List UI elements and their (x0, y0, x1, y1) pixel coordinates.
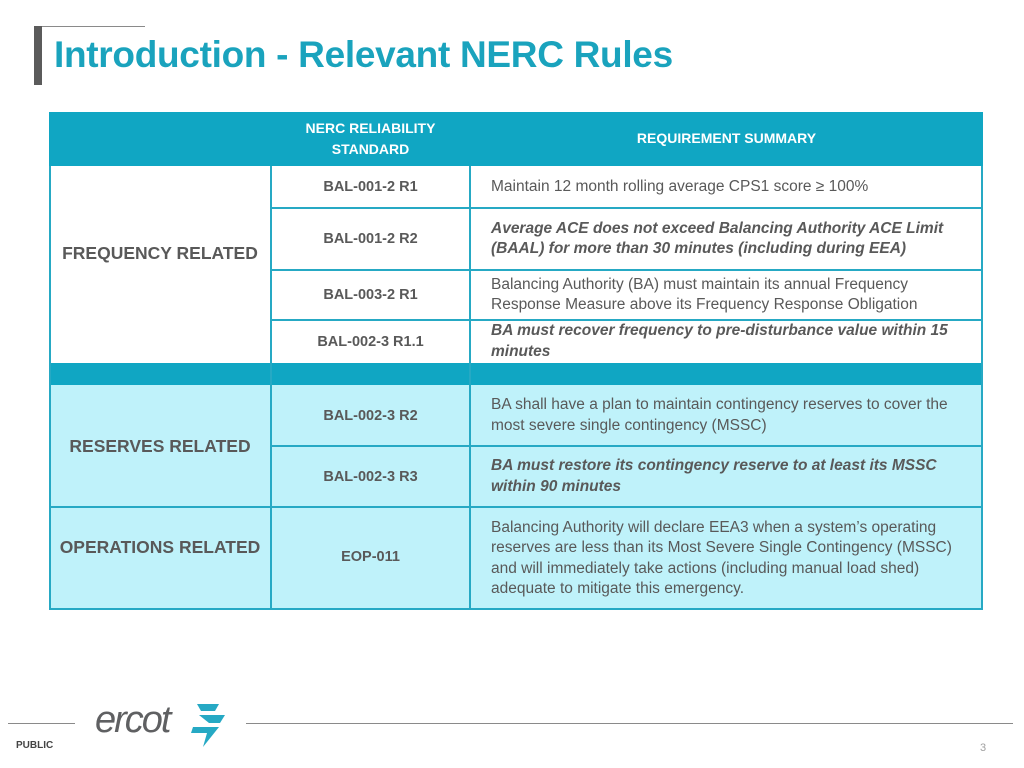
header-summary-label: REQUIREMENT SUMMARY (636, 130, 817, 146)
standard-id: BAL-001-2 R1 (323, 179, 418, 195)
requirement-summary-text: BA must restore its contingency reserve to at least its MSSC within 90 minutes (491, 457, 937, 495)
standard-cell (271, 446, 470, 507)
requirement-summary-cell (470, 208, 983, 270)
table-border-bottom (49, 608, 983, 610)
requirement-summary-text: BA must recover frequency to pre-disturbance value within 15 minutes (491, 322, 948, 360)
requirement-summary-cell (470, 270, 983, 320)
requirement-summary-cell (470, 507, 983, 610)
ercot-logo-mark-icon (189, 701, 229, 749)
page-title: Introduction - Relevant NERC Rules (54, 34, 673, 75)
ercot-logo-text: ercot (95, 699, 170, 741)
category-cell (49, 507, 271, 610)
standard-cell (271, 507, 470, 610)
title-accent-line (34, 26, 145, 27)
table-border-left (49, 166, 51, 610)
standard-id: EOP-011 (341, 549, 400, 565)
category-cell (49, 385, 271, 507)
category-label: FREQUENCY RELATED (62, 243, 258, 263)
requirement-summary-text: Average ACE does not exceed Balancing Authority ACE Limit (BAAL) for more than 30 minutes (including during EEA) (491, 219, 944, 257)
requirement-summary-text: Balancing Authority (BA) must maintain its annual Frequency Response Measure above its Frequency Response Obligation (491, 275, 918, 313)
category-label: RESERVES RELATED (69, 436, 251, 456)
standard-id: BAL-002-3 R2 (323, 407, 418, 424)
standard-cell (271, 208, 470, 270)
requirement-summary-text: BA shall have a plan to maintain contingency reserves to cover the most severe single contingency (MSSC) (491, 396, 948, 434)
column-divider (270, 166, 272, 610)
standard-id: BAL-003-2 R1 (323, 287, 418, 303)
table-border-right (981, 166, 983, 610)
standard-id: BAL-001-2 R2 (323, 231, 418, 247)
title-accent-bar (34, 26, 42, 85)
row-divider-full (49, 506, 983, 508)
row-divider (271, 269, 983, 271)
requirement-summary-text: Balancing Authority will declare EEA3 when a system’s operating reserves are less than its Most Severe Single Contingency (MSSC) and will immediately take actions (including manual load shed) adequate to mitigate this emergency. (491, 518, 952, 597)
header-standard-cell (271, 112, 470, 166)
header-category-cell (49, 112, 271, 166)
standard-id: BAL-002-3 R1.1 (317, 333, 424, 350)
row-divider (271, 445, 983, 447)
requirement-summary-cell (470, 166, 983, 208)
category-cell (49, 166, 271, 363)
page-number: 3 (980, 742, 987, 754)
row-divider (271, 319, 983, 321)
section-separator-band (49, 363, 983, 385)
column-divider (469, 166, 471, 610)
standard-cell (271, 385, 470, 446)
footer-classification: PUBLIC (16, 740, 54, 751)
header-standard-label: NERC RELIABILITY STANDARD (305, 120, 436, 157)
row-divider (271, 207, 983, 209)
standard-id: BAL-002-3 R3 (323, 468, 418, 485)
footer-divider-right (246, 723, 1013, 724)
standard-cell (271, 166, 470, 208)
nerc-rules-table (49, 112, 983, 610)
standard-cell (271, 320, 470, 363)
requirement-summary-cell (470, 320, 983, 363)
category-label: OPERATIONS RELATED (59, 537, 261, 557)
requirement-summary-text: Maintain 12 month rolling average CPS1 score ≥ 100% (491, 177, 869, 195)
header-summary-cell (470, 112, 983, 166)
standard-cell (271, 270, 470, 320)
footer-divider-left (8, 723, 75, 724)
requirement-summary-cell (470, 446, 983, 507)
requirement-summary-cell (470, 385, 983, 446)
